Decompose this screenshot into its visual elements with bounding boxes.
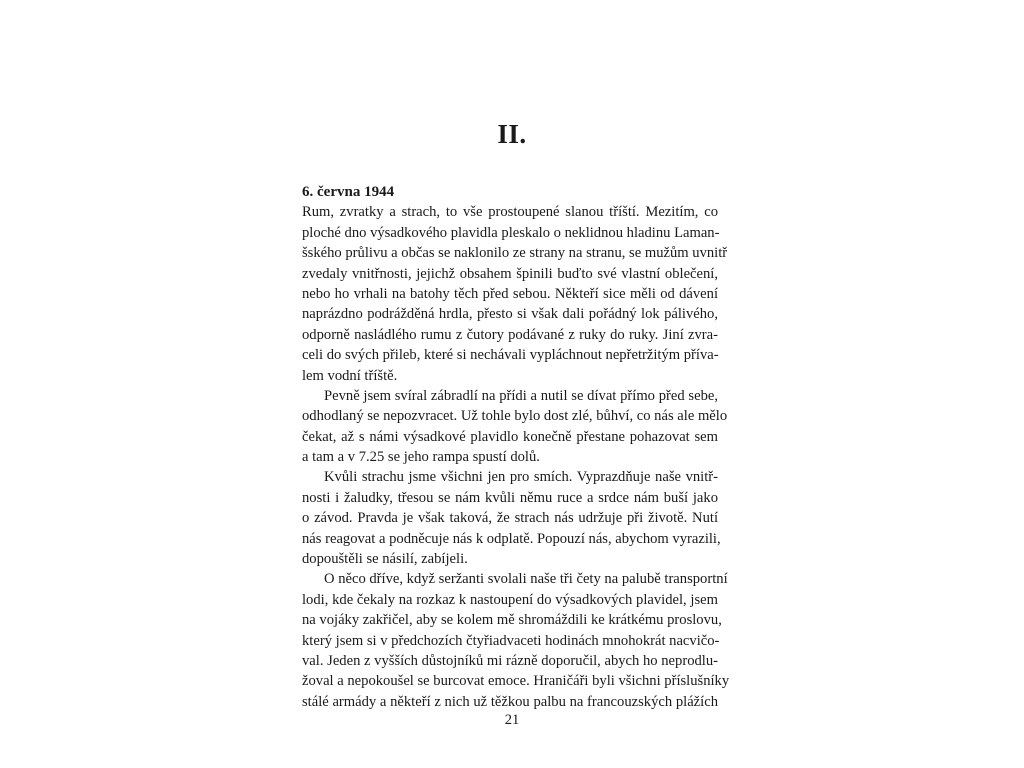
entry-date: 6. června 1944 bbox=[302, 184, 395, 200]
text-line: lodi, kde čekaly na rozkaz k nastoupení do výsadkových plavidel, jsem bbox=[302, 591, 718, 608]
body-text bbox=[302, 182, 730, 712]
text-line: odporně nasládlého rumu z čutory podávané z ruky do ruky. Jiní zvra- bbox=[302, 326, 718, 343]
text-line: na vojáky zakřičel, aby se kolem mě shromáždili ke krátkému proslovu, bbox=[302, 612, 722, 629]
text-line: celi do svých přileb, které si nechávali vypláchnout nepřetržitým příva- bbox=[302, 347, 719, 364]
text-line: Kvůli strachu jsme všichni jen pro smích. Vyprazdňuje naše vnitř- bbox=[324, 469, 718, 486]
text-line: o závod. Pravda je však taková, že strach nás udržuje při životě. Nutí bbox=[302, 510, 718, 527]
paragraph-4 bbox=[302, 569, 730, 712]
text-line: naprázdno podrážděná hrdla, přesto si však dali pořádný lok pálivého, bbox=[302, 306, 718, 323]
text-line: zvedaly vnitřnosti, jejichž obsahem špinili buďto své vlastní oblečení, bbox=[302, 265, 718, 282]
paragraph-2 bbox=[302, 386, 728, 468]
text-line: Pevně jsem svíral zábradlí na přídi a nutil se dívat přímo před sebe, bbox=[324, 387, 718, 404]
text-line: stálé armády a někteří z nich už těžkou palbu na francouzských plážích bbox=[302, 693, 718, 710]
paragraph-1 bbox=[302, 202, 728, 386]
text-line: šského průlivu a občas se naklonilo ze strany na stranu, se mužům uvnitř bbox=[302, 245, 728, 262]
text-line: nosti i žaludky, třesou se nám kvůli němu ruce a srdce nám buší jako bbox=[302, 489, 718, 506]
text-line: nebo ho vrhali na batohy těch před sebou. Někteří sice měli od dávení bbox=[302, 285, 718, 302]
text-line: Rum, zvratky a strach, to vše prostoupené slanou tříští. Mezitím, co bbox=[302, 204, 718, 221]
text-line: dopouštěli se násilí, zabíjeli. bbox=[302, 551, 468, 568]
text-line: nás reagovat a podněcuje nás k odplatě. Popouzí nás, abychom vyrazili, bbox=[302, 530, 721, 547]
text-line: a tam a v 7.25 se jeho rampa spustí dolů. bbox=[302, 449, 540, 466]
text-line: žoval a nepokoušel se burcovat emoce. Hraničáři byli všichni příslušníky bbox=[302, 673, 730, 690]
chapter-heading: II. bbox=[497, 119, 527, 149]
text-line: čekat, až s námi výsadkové plavidlo konečně přestane pohazovat sem bbox=[302, 428, 718, 445]
text-line: který jsem si v předchozích čtyřiadvaceti hodinách mnohokrát nacvičo- bbox=[302, 632, 720, 649]
paragraph-3 bbox=[302, 467, 721, 569]
text-line: val. Jeden z vyšších důstojníků mi rázně doporučil, abych ho neprodlu- bbox=[302, 652, 718, 669]
text-line: odhodlaný se nepozvracet. Už tohle bylo dost zlé, bůhví, co nás ale mělo bbox=[302, 408, 728, 425]
text-line: ploché dno výsadkového plavidla pleskalo o neklidnou hladinu Laman- bbox=[302, 224, 720, 241]
text-line: O něco dříve, když seržanti svolali naše tři čety na palubě transportní bbox=[324, 571, 728, 588]
page-number: 21 bbox=[504, 712, 520, 728]
text-line: lem vodní tříště. bbox=[302, 367, 398, 384]
